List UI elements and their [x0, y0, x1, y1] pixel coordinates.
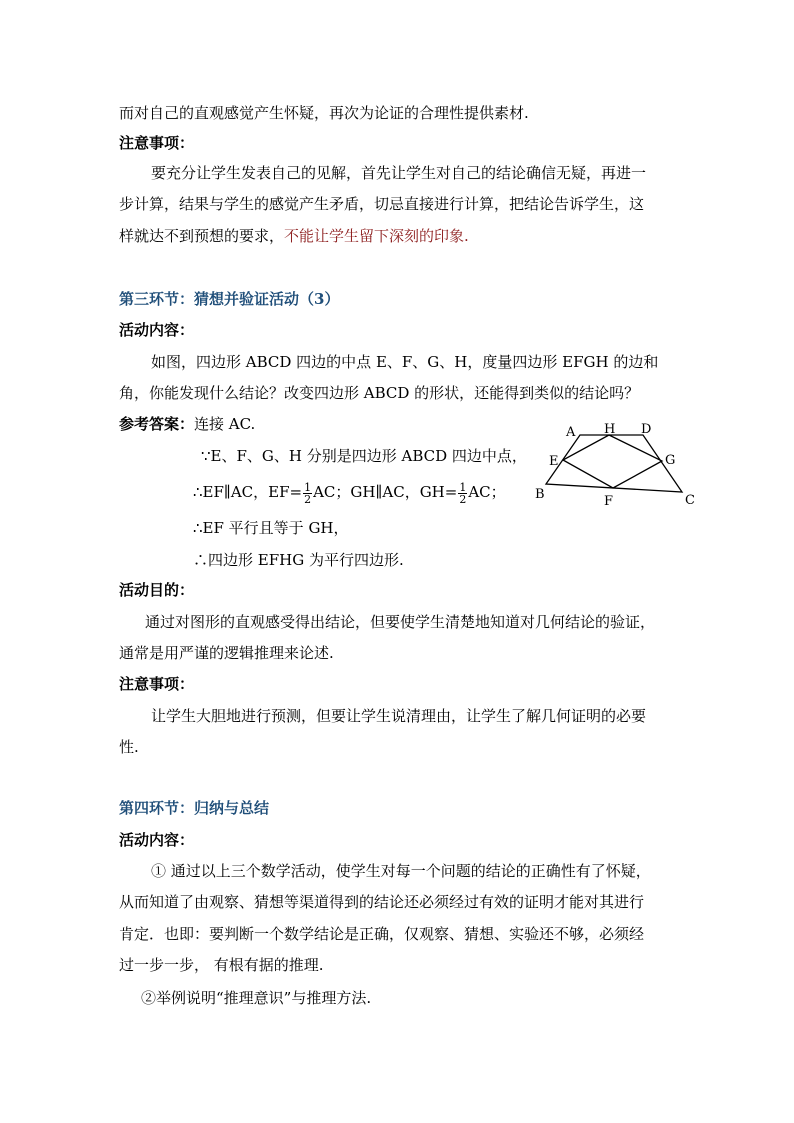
fraction-half [458, 482, 467, 505]
fraction-numerator: 1 [304, 480, 312, 494]
paragraph-line: 肯定．也即：要判断一个数学结论是正确，仅观察、猜想、实验还不够，必须经 [119, 925, 645, 943]
paragraph-line: ① 通过以上三个数学活动，使学生对每一个问题的结论的正确性有了怀疑， [151, 862, 651, 880]
quadrilateral-efgh [563, 435, 662, 488]
quadrilateral-figure [530, 418, 700, 510]
paragraph-line: 通过对图形的直观感受得出结论，但要使学生清楚地知道对几何结论的验证， [145, 613, 656, 631]
text-run: 样就达不到预想的要求， [119, 227, 285, 245]
paragraph-line: 过一步一步， 有根有据的推理. [119, 956, 324, 974]
proof-line: ∴EF 平行且等于 GH， [193, 519, 349, 537]
quadrilateral-abcd [546, 435, 682, 492]
paragraph-line [119, 226, 469, 246]
paragraph-line: ②举例说明“推理意识”与推理方法. [141, 989, 372, 1007]
paragraph-line: 从而知道了由观察、猜想等渠道得到的结论还必须经过有效的证明才能对其进行 [119, 893, 645, 911]
proof-text: AC； [468, 483, 506, 501]
fraction-denominator: 2 [459, 492, 467, 506]
fraction-denominator: 2 [304, 492, 312, 506]
section-heading-3: 第三环节：猜想并验证活动（3） [119, 290, 340, 308]
paragraph-line: 性. [119, 738, 139, 756]
vertex-label-b: B [535, 487, 545, 502]
paragraph-line: 让学生大胆地进行预测，但要让学生说清理由，让学生了解几何证明的必要 [151, 707, 647, 725]
paragraph-line: 而对自己的直观感觉产生怀疑，再次为论证的合理性提供素材. [119, 104, 529, 122]
vertex-label-g: G [665, 453, 676, 468]
paragraph-line: 如图，四边形 ABCD 四边的中点 E、F、G、H，度量四边形 EFGH 的边和 [151, 353, 659, 371]
proof-line: ∴四边形 EFHG 为平行四边形. [193, 551, 404, 569]
activity-content-label: 活动内容： [119, 321, 195, 339]
fraction-numerator: 1 [459, 480, 467, 494]
notes-label: 注意事项： [119, 675, 195, 693]
proof-text: AC；GH∥AC，GH= [313, 483, 458, 501]
answer-label: 参考答案： [119, 415, 195, 433]
vertex-label-f: F [604, 494, 614, 509]
paragraph-line: 角，你能发现什么结论？改变四边形 ABCD 的形状，还能得到类似的结论吗？ [119, 384, 640, 402]
paragraph-line: 步计算，结果与学生的感觉产生矛盾，切忌直接进行计算，把结论告诉学生，这 [119, 195, 645, 213]
activity-content-label: 活动内容： [119, 831, 195, 849]
highlighted-text: 不能让学生留下深刻的印象. [284, 227, 469, 245]
paragraph-line: 通常是用严谨的逻辑推理来论述. [119, 644, 334, 662]
proof-text: ∴EF∥AC，EF= [193, 483, 303, 501]
activity-purpose-label: 活动目的： [119, 581, 195, 599]
fraction-half [303, 482, 312, 505]
answer-text: 连接 AC. [194, 415, 256, 433]
vertex-label-c: C [685, 493, 695, 508]
answer-line [119, 414, 255, 434]
proof-line [193, 480, 506, 505]
paragraph-line: 要充分让学生发表自己的见解，首先让学生对自己的结论确信无疑，再进一 [151, 164, 647, 182]
notes-label: 注意事项： [119, 134, 195, 152]
vertex-label-d: D [641, 422, 652, 437]
proof-line: ∵E、F、G、H 分别是四边形 ABCD 四边中点， [201, 447, 527, 465]
vertex-label-a: A [566, 425, 576, 440]
vertex-label-h: H [604, 422, 616, 437]
section-heading-4: 第四环节：归纳与总结 [119, 799, 270, 817]
vertex-label-e: E [549, 454, 559, 469]
